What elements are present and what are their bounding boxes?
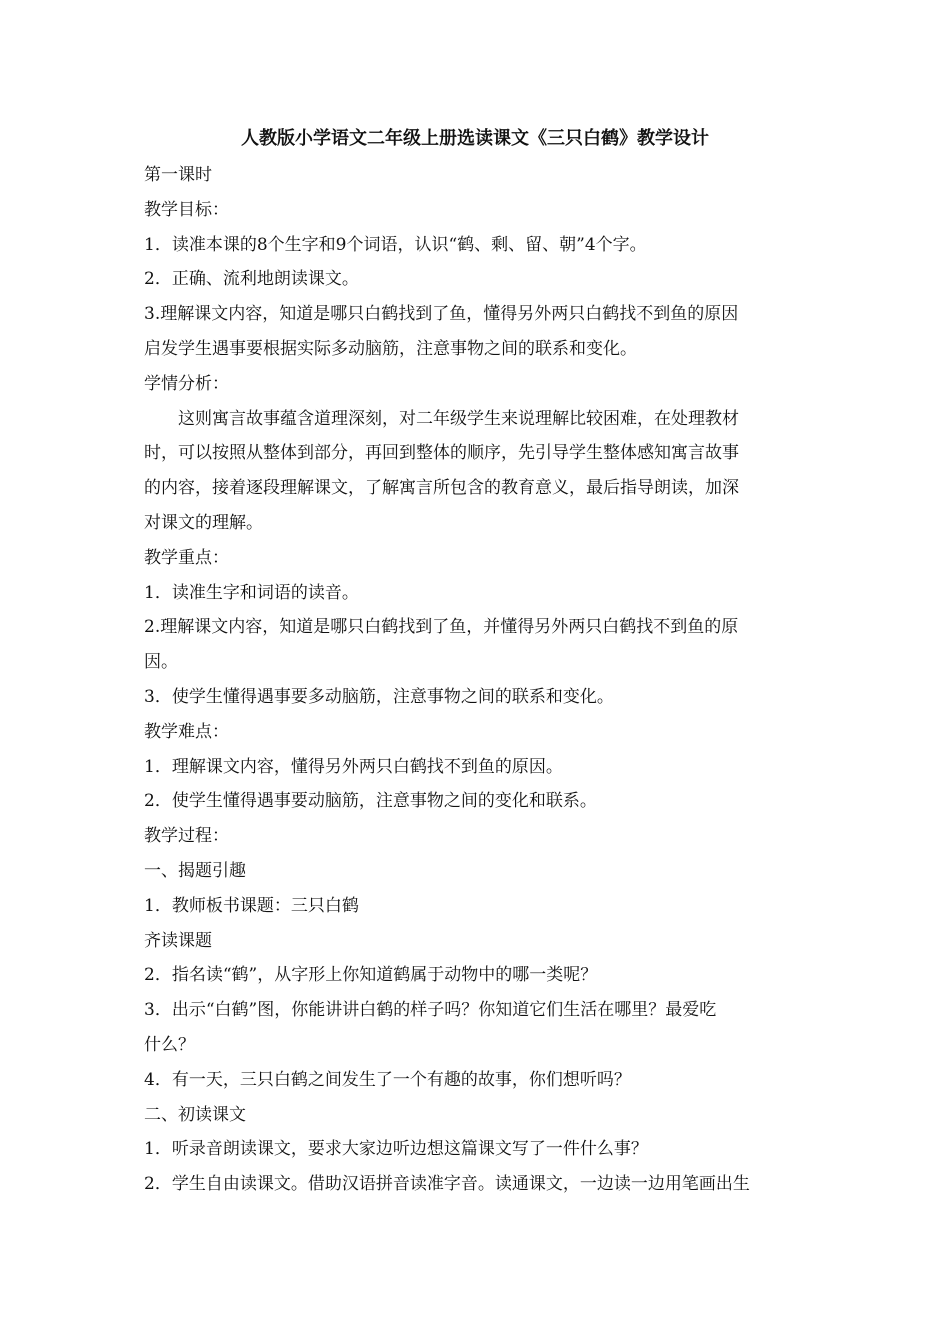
text-line: 3.理解课文内容，知道是哪只白鹤找到了鱼，懂得另外两只白鹤找不到鱼的原因 (144, 304, 739, 325)
text-line: 4．有一天，三只白鹤之间发生了一个有趣的故事，你们想听吗？ (144, 1069, 631, 1090)
text-line: 2．学生自由读课文。借助汉语拼音读准字音。读通课文，一边读一边用笔画出生 (144, 1174, 750, 1195)
text-line: 1．读准本课的8个生字和9个词语，认识“鹤、剩、留、朝”4个字。 (144, 234, 647, 255)
text-line: 第一课时 (144, 165, 212, 185)
text-line: 这则寓言故事蕴含道理深刻，对二年级学生来说理解比较困难，在处理教材 (178, 408, 739, 429)
text-line: 启发学生遇事要根据实际多动脑筋，注意事物之间的联系和变化。 (144, 338, 637, 359)
text-line: 教学难点： (144, 721, 229, 742)
text-line: 什么？ (144, 1034, 195, 1055)
text-line: 3．使学生懂得遇事要多动脑筋，注意事物之间的联系和变化。 (144, 686, 614, 707)
text-line: 学情分析： (144, 373, 229, 394)
text-line: 2.理解课文内容，知道是哪只白鹤找到了鱼，并懂得另外两只白鹤找不到鱼的原 (144, 617, 739, 638)
text-line: 教学过程： (144, 826, 229, 847)
document-body (144, 158, 812, 1202)
text-line: 1．读准生字和词语的读音。 (144, 582, 359, 603)
document-title: 人教版小学语文二年级上册选读课文《三只白鹤》教学设计 (241, 128, 709, 149)
text-line: 教学目标： (144, 199, 229, 220)
text-line: 教学重点： (144, 547, 229, 568)
text-line: 1．教师板书课题：三只白鹤 (144, 895, 359, 916)
text-line: 1．理解课文内容，懂得另外两只白鹤找不到鱼的原因。 (144, 756, 563, 777)
text-line: 2．指名读“鹤”，从字形上你知道鹤属于动物中的哪一类呢？ (144, 965, 598, 986)
text-line: 的内容，接着逐段理解课文，了解寓言所包含的教育意义，最后指导朗读，加深 (144, 478, 739, 499)
text-line: 3．出示“白鹤”图，你能讲讲白鹤的样子吗？你知道它们生活在哪里？最爱吃 (144, 1000, 717, 1021)
text-line: 对课文的理解。 (144, 512, 263, 533)
text-line: 时，可以按照从整体到部分，再回到整体的顺序，先引导学生整体感知寓言故事 (144, 443, 739, 464)
text-line: 2．正确、流利地朗读课文。 (144, 269, 359, 290)
text-line: 1．听录音朗读课文，要求大家边听边想这篇课文写了一件什么事？ (144, 1139, 648, 1160)
text-line: 二、初读课文 (144, 1104, 246, 1125)
text-line: 一、揭题引趣 (144, 860, 246, 881)
text-line: 因。 (144, 652, 178, 673)
text-line: 齐读课题 (144, 930, 212, 951)
text-line: 2．使学生懂得遇事要动脑筋，注意事物之间的变化和联系。 (144, 791, 597, 812)
